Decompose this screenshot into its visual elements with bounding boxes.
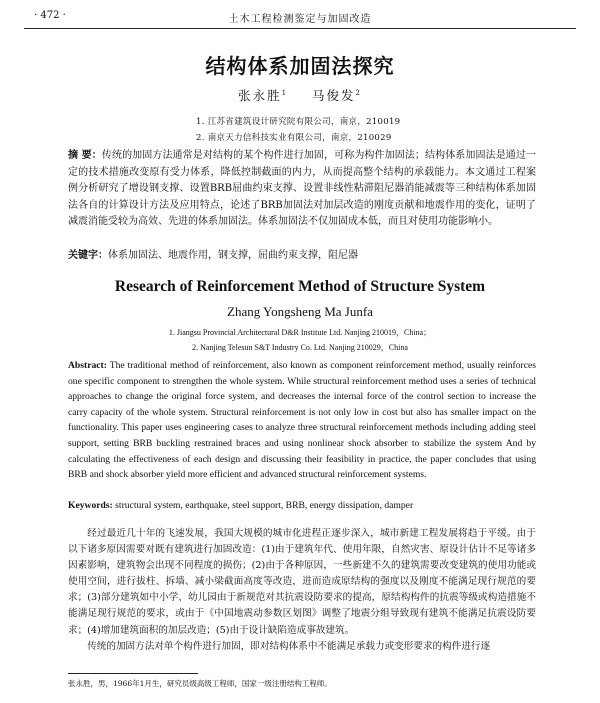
abstract-english [68,358,536,483]
keywords-cn-text: 体系加固法、地震作用，钢支撑，屈曲约束支撑，阻尼器 [108,250,358,261]
abstract-chinese [68,148,536,231]
author-1: 张永胜 [238,88,282,103]
footnote-rule [68,673,198,674]
abstract-en-text: The traditional method of reinforcement, also known as component reinforcement method, usually reinforces one specific component to strengthen the whole system. While structural reinforcement method uses a series of technical approaches to change the original force system, and decreases the internal force of the control section to increase the carry capacity of the whole system. Structural reinforcement is not only low in cost but also has smaller impact on the functionality. This paper uses engineering cases to analyze three structural reinforcement methods including adding steel support, setting BRB buckling restrained braces and using nonlinear shock absorber to stabilize the system And by calculating the effectiveness of each design and discussing their feasibility in practice, the paper concludes that using BRB and shock absorber yield more efficient and advanced structural reinforcement systems. [68,360,536,481]
keywords-en-text: structural system, earthquake, steel support, BRB, energy dissipation, damper [112,500,414,511]
affiliation-en-1: 1. Jiangsu Provincial Architectural D&R Institute Ltd. Nanjing 210019，China； [168,328,432,337]
author-1-mark: 1 [281,88,289,97]
abstract-en-label: Abstract: [68,360,107,371]
page-number: · 472 · [34,10,66,21]
header-rule [24,28,576,29]
affiliation-en-2: 2. Nanjing Telesun S&T Industry Co. Ltd. Nanjing 210029，China [192,343,408,352]
authors-chinese [0,86,600,104]
body-paragraph-2: 传统的加固方法对单个构件进行加固，即对结构体系中不能满足承载力或变形要求的构件进行逐 [87,640,491,652]
running-header [24,8,576,26]
author-2: 马俊发 [311,88,356,103]
affiliation-cn-1: 1. 江苏省建筑设计研究院有限公司，南京，210019 [196,117,401,127]
title-chinese: 结构体系加固法探究 [205,54,395,78]
footnote: 张永胜，男，1966年1月生，研究员级高级工程师，国家一级注册结构工程师。 [68,679,332,688]
body-text [68,526,536,655]
abstract-cn-text: 传统的加固方法通常是对结构的某个构件进行加固，可称为构件加固法；结构体系加固法是通过一定的技术措施改变原有受力体系，降低控制截面的内力，从而提高整个结构的承载能力。本文通过工程案例分析研究了增设钢支撑、设置BRB屈曲约束支撑、设置非线性粘滞阻尼器消能减震等三种结构体系加固法各自的计算设计方法及应用特点，论述了BRB加固法对加层改造的刚度贡献和地震作用的变化，证明了减震消能受较为高效、先进的体系加固法。体系加固法不仅加固成本低，而且对使用功能影响小。 [68,150,536,227]
title-english: Research of Reinforcement Method of Structure System [114,278,486,295]
affiliation-cn-2: 2. 南京天力信科技实业有限公司，南京，210029 [196,133,392,143]
abstract-cn-label: 摘 要： [68,150,102,161]
keywords-cn-label: 关键字： [68,250,108,261]
journal-name: 土木工程检测鉴定与加固改造 [228,14,372,25]
keywords-en-label: Keywords: [68,500,113,511]
keywords-english [68,500,536,511]
body-paragraph-1: 经过最近几十年的飞速发展，我国大规模的城市化进程正逐步深入，城市新建工程发展将趋于平缓。由于以下诸多原因需要对既有建筑进行加固改造：(1)由于建筑年代、使用年限，自然灾害、原设计估计不足等诸多因素影响，建筑物会出现不同程度的损伤；(2)由于各种原因，一些新建不久的建筑需要改变建筑的使用功能或使用空间，进行拔柱、拆墙、减小梁截面高度等改造，进而造成原结构的强度以及刚度不能满足现行规范的要求；(3)部分建筑如中小学、幼儿园由于新规范对其抗震设防要求的提高，原结构构件的抗震等级或构造措施不能满足现行规范的要求，或由于《中国地震动参数区划图》调整了地震分组导致现有建筑不能满足抗震设防要求；(4)增加建筑面积的加层改造；(5)由于设计缺陷造成事故建筑。 [68,528,536,636]
authors-english: Zhang Yongsheng Ma Junfa [227,304,373,319]
keywords-chinese [68,246,536,261]
author-2-mark: 2 [355,88,362,97]
